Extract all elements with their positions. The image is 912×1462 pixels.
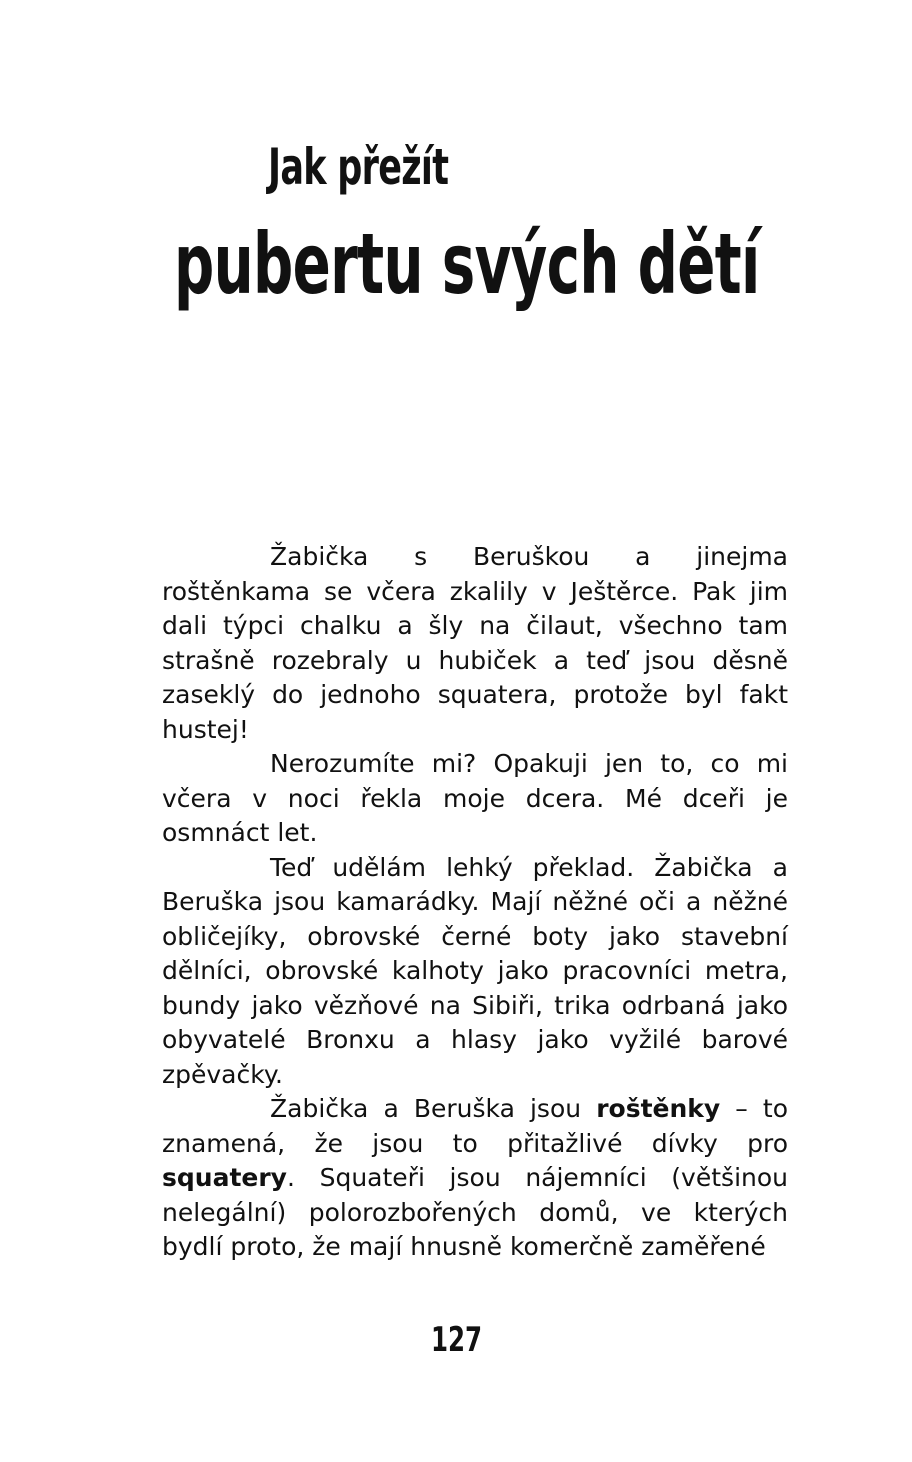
paragraph-4-part-3: . Squateři jsou nájemníci (většinou nelegální) polorozbořených domů, ve kterých bydlí proto, že mají hnusně komerčně zaměřené [162,1163,788,1261]
title-line-2: pubertu svých dětí [174,215,760,313]
paragraph-1: Žabička s Beruškou a jinejma roštěnkama se včera zkalily v Ještěrce. Pak jim dali týpci chalku a šly na čilaut, všechno tam strašně rozebraly u hubiček a teď jsou děsně zaseklý do jednoho squatera, protože byl fakt hustej! [162,542,788,744]
term-rostenky: roštěnky [596,1094,721,1123]
page-number [0,1318,912,1362]
paragraph-4-part-1: Žabička a Beruška jsou [270,1094,597,1123]
page-number-text: 127 [430,1320,482,1360]
paragraph-4-part-2: – to znamená, že jsou to přitažlivé dívky pro [162,1094,788,1158]
paragraph-4 [162,1092,788,1265]
body-text [162,540,788,1265]
paragraph-3: Teď udělám lehký překlad. Žabička a Beruška jsou kamarádky. Mají něžné oči a něžné obličejíky, obrovské černé boty jako stavební dělníci, obrovské kalhoty jako pracovníci metra, bundy jako vězňové na Sibiři, trika odrbaná jako obyvatelé Bronxu a hlasy jako vyžilé barové zpěvačky. [162,852,788,1089]
paragraph-2: Nerozumíte mi? Opakuji jen to, co mi včera v noci řekla moje dcera. Mé dceři je osmnáct let. [162,749,788,847]
term-squatery: squatery [162,1163,287,1192]
title-line-1: Jak přežít [268,138,449,196]
